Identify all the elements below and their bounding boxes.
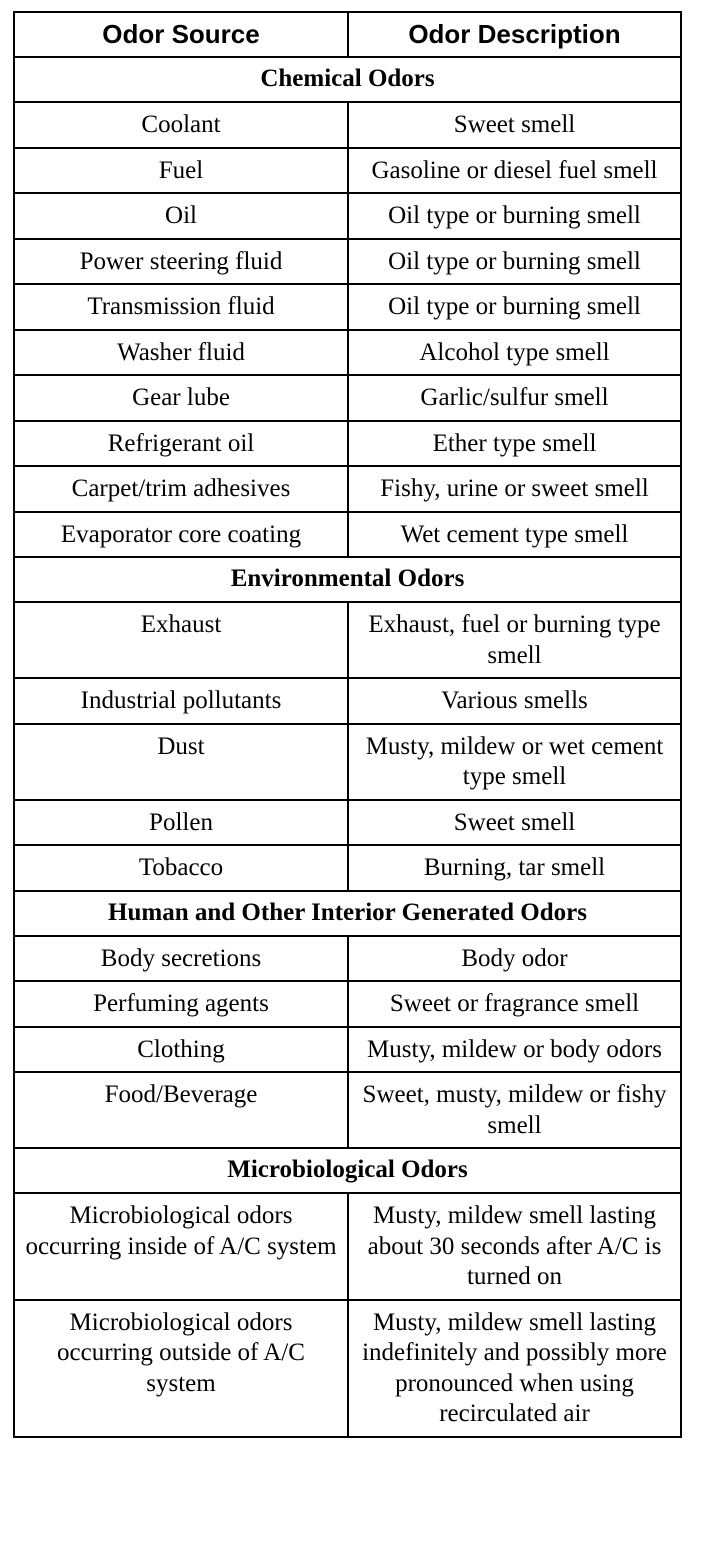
odor-source-cell: Gear lube xyxy=(14,375,348,421)
odor-description-cell: Oil type or burning smell xyxy=(348,193,681,239)
section-header-row xyxy=(14,1148,681,1193)
table-row xyxy=(14,800,681,846)
table-row xyxy=(14,512,681,558)
odor-description-cell: Musty, mildew or body odors xyxy=(348,1027,681,1073)
odor-description-cell: Sweet smell xyxy=(348,800,681,846)
table-row xyxy=(14,602,681,678)
section-title: Human and Other Interior Generated Odors xyxy=(14,891,681,936)
table-row xyxy=(14,330,681,376)
odor-source-cell: Fuel xyxy=(14,148,348,194)
table-row xyxy=(14,284,681,330)
table-body xyxy=(14,57,681,1437)
odor-source-cell: Food/Beverage xyxy=(14,1072,348,1148)
odor-source-cell: Body secretions xyxy=(14,936,348,982)
odor-description-cell: Sweet or fragrance smell xyxy=(348,981,681,1027)
section-header-row xyxy=(14,57,681,102)
table-row xyxy=(14,148,681,194)
table-row xyxy=(14,421,681,467)
odor-source-cell: Evaporator core coating xyxy=(14,512,348,558)
odor-description-cell: Body odor xyxy=(348,936,681,982)
odor-description-cell: Musty, mildew or wet cement type smell xyxy=(348,724,681,800)
table-row xyxy=(14,102,681,148)
odor-source-cell: Oil xyxy=(14,193,348,239)
section-header-row xyxy=(14,891,681,936)
odor-source-cell: Power steering fluid xyxy=(14,239,348,285)
odor-description-cell: Exhaust, fuel or burning type smell xyxy=(348,602,681,678)
table-row xyxy=(14,1193,681,1300)
odor-source-cell: Perfuming agents xyxy=(14,981,348,1027)
odor-source-cell: Microbiological odors occurring outside of A/C system xyxy=(14,1300,348,1437)
odor-description-cell: Musty, mildew smell lasting indefinitely and possibly more pronounced when using recirculated air xyxy=(348,1300,681,1437)
table-row xyxy=(14,1072,681,1148)
table-row xyxy=(14,1027,681,1073)
section-header-row xyxy=(14,557,681,602)
header-row xyxy=(14,12,681,57)
table-row xyxy=(14,981,681,1027)
odor-source-cell: Refrigerant oil xyxy=(14,421,348,467)
odor-description-cell: Gasoline or diesel fuel smell xyxy=(348,148,681,194)
odor-source-cell: Pollen xyxy=(14,800,348,846)
odor-description-cell: Garlic/sulfur smell xyxy=(348,375,681,421)
odor-source-cell: Tobacco xyxy=(14,845,348,891)
odor-source-cell: Industrial pollutants xyxy=(14,678,348,724)
odor-source-cell: Carpet/trim adhesives xyxy=(14,466,348,512)
table-row xyxy=(14,193,681,239)
table-row xyxy=(14,1300,681,1437)
odor-source-cell: Exhaust xyxy=(14,602,348,678)
odor-source-cell: Microbiological odors occurring inside of A/C system xyxy=(14,1193,348,1300)
odor-description-cell: Oil type or burning smell xyxy=(348,284,681,330)
table-row xyxy=(14,845,681,891)
section-title: Environmental Odors xyxy=(14,557,681,602)
header-odor-description: Odor Description xyxy=(348,12,681,57)
odor-description-cell: Sweet, musty, mildew or fishy smell xyxy=(348,1072,681,1148)
odor-description-cell: Alcohol type smell xyxy=(348,330,681,376)
table-row xyxy=(14,375,681,421)
section-title: Microbiological Odors xyxy=(14,1148,681,1193)
odor-description-cell: Oil type or burning smell xyxy=(348,239,681,285)
header-odor-source: Odor Source xyxy=(14,12,348,57)
table-row xyxy=(14,239,681,285)
odor-description-cell: Wet cement type smell xyxy=(348,512,681,558)
table-row xyxy=(14,936,681,982)
odor-source-cell: Transmission fluid xyxy=(14,284,348,330)
odor-description-cell: Fishy, urine or sweet smell xyxy=(348,466,681,512)
odor-source-cell: Dust xyxy=(14,724,348,800)
table-row xyxy=(14,466,681,512)
table-row xyxy=(14,678,681,724)
odor-description-cell: Ether type smell xyxy=(348,421,681,467)
table-row xyxy=(14,724,681,800)
odor-description-cell: Burning, tar smell xyxy=(348,845,681,891)
odor-source-cell: Washer fluid xyxy=(14,330,348,376)
odor-description-cell: Musty, mildew smell lasting about 30 seconds after A/C is turned on xyxy=(348,1193,681,1300)
section-title: Chemical Odors xyxy=(14,57,681,102)
odor-description-cell: Sweet smell xyxy=(348,102,681,148)
odor-description-cell: Various smells xyxy=(348,678,681,724)
table-header xyxy=(14,12,681,57)
odor-source-cell: Coolant xyxy=(14,102,348,148)
odor-table xyxy=(13,11,682,1438)
odor-source-cell: Clothing xyxy=(14,1027,348,1073)
